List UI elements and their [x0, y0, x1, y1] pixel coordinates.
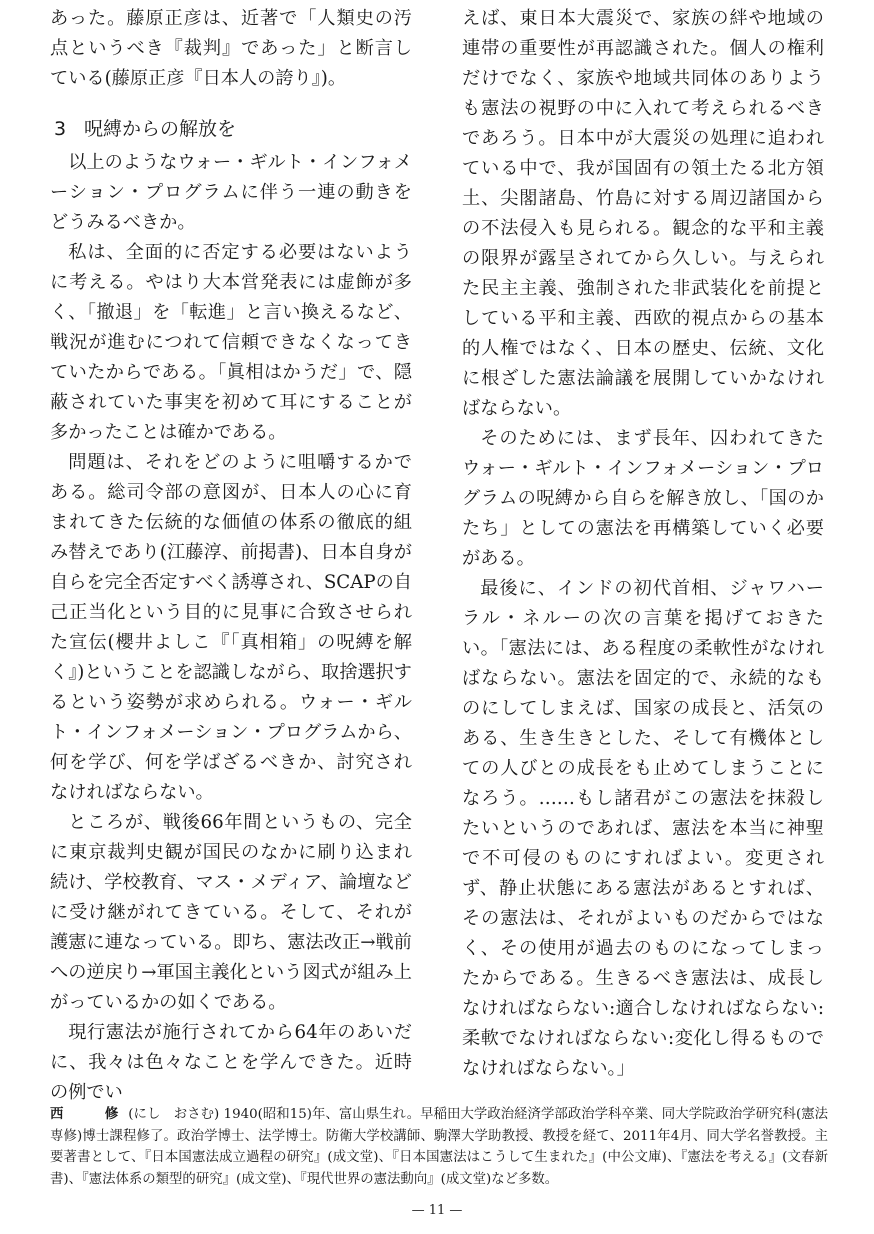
paragraph: 以上のようなウォー・ギルト・インフォメーション・プログラムに伴う一連の動きをどうみるべきか。 [50, 152, 412, 233]
paragraph: 現行憲法が施行されてから64年のあいだに、我々は色々なことを学んできた。近時の例でい [50, 1022, 412, 1103]
page-number: — 11 — [411, 1203, 463, 1218]
paragraph: 私は、全面的に否定する必要はないように考える。やはり大本営発表には虚飾が多く、「撤退」を「転進」と言い換えるなど、戦況が進むにつれて信頼できなくなってきていたからである。「眞相はかうだ」で、隠蔽されていた事実を初めて耳にすることが多かったことは確かである。 [50, 242, 412, 443]
paragraph: 問題は、それをどのように咀嚼するかである。総司令部の意図が、日本人の心に育まれてきた伝統的な価値の体系の徹底的組み替えであり(江藤淳、前掲書)、日本自身が自らを完全否定すべく誘導され、SCAPの自己正当化という目的に見事に合致させられた宣伝(櫻井よしこ『「真相箱」の呪縛を解く』)ということを認識しながら、取捨選択するという姿勢が求められる。ウォー・ギルト・インフォメーション・プログラムから、何を学び、何を学ばざるべきか、討究されなければならない。 [50, 452, 412, 803]
section-heading [50, 114, 412, 144]
paragraph: あった。藤原正彦は、近著で「人類史の汚点というべき『裁判』であった」と断言している(藤原正彦『日本人の誇り』)。 [50, 8, 412, 89]
right-column [462, 4, 824, 1084]
author-name: 西 修 [50, 1107, 133, 1122]
section-number: 3 [54, 118, 67, 140]
section-title: 呪縛からの解放を [84, 118, 237, 140]
author-bio [50, 1104, 828, 1190]
left-column [50, 4, 412, 1108]
paragraph: ところが、戦後66年間というもの、完全に東京裁判史観が国民のなかに刷り込まれ続け、学校教育、マス・メディア、論壇などに受け継がれてきている。そして、それが護憲に連なっている。即ち、憲法改正→戦前への逆戻り→軍国主義化という図式が組み上がっているかの如くである。 [50, 812, 412, 1013]
paragraph: えば、東日本大震災で、家族の絆や地域の連帯の重要性が再認識された。個人の権利だけでなく、家族や地域共同体のありようも憲法の視野の中に入れて考えられるべきであろう。日本中が大震災の処理に追われている中で、我が国固有の領土たる北方領土、尖閣諸島、竹島に対する周辺諸国からの不法侵入も見られる。観念的な平和主義の限界が露呈されてから久しい。与えられた民主主義、強制された非武装化を前提としている平和主義、西欧的視点からの基本的人権ではなく、日本の歴史、伝統、文化に根ざした憲法論議を展開していかなければならない。 [462, 8, 824, 419]
paragraph: 最後に、インドの初代首相、ジャワハーラル・ネルーの次の言葉を掲げておきたい。「憲法には、ある程度の柔軟性がなければならない。憲法を固定的で、永続的なものにしてしまえば、国家の成長と、活気のある、生き生きとした、そして有機体としての人びとの成長をも止めてしまうことになろう。……もし諸君がこの憲法を抹殺したいというのであれば、憲法を本当に神聖で不可侵のものにすればよい。変更されず、静止状態にある憲法があるとすれば、その憲法は、それがよいものだからではなく、その使用が過去のものになってしまったからである。生きるべき憲法は、成長しなければならない:適合しなければならない:柔軟でなければならない:変化し得るものでなければならない。」 [462, 578, 824, 1079]
paragraph: そのためには、まず長年、囚われてきたウォー・ギルト・インフォメーション・プログラムの呪縛から自らを解き放し、「国のかたち」としての憲法を再構築していく必要がある。 [462, 428, 824, 569]
author-bio-text: (にし おさむ) 1940(昭和15)年、富山県生れ。早稲田大学政治経済学部政治学科卒業、同大学院政治学研究科(憲法専修)博士課程修了。政治学博士、法学博士。防衛大学校講師、駒澤大学助教授、教授を経て、2011年4月、同大学名誉教授。主要著書として、『日本国憲法成立過程の研究』(成文堂)、『日本国憲法はこうして生まれた』(中公文庫)、『憲法を考える』(文春新書)、『憲法体系の類型的研究』(成文堂)、『現代世界の憲法動向』(成文堂)など多数。 [50, 1107, 829, 1187]
